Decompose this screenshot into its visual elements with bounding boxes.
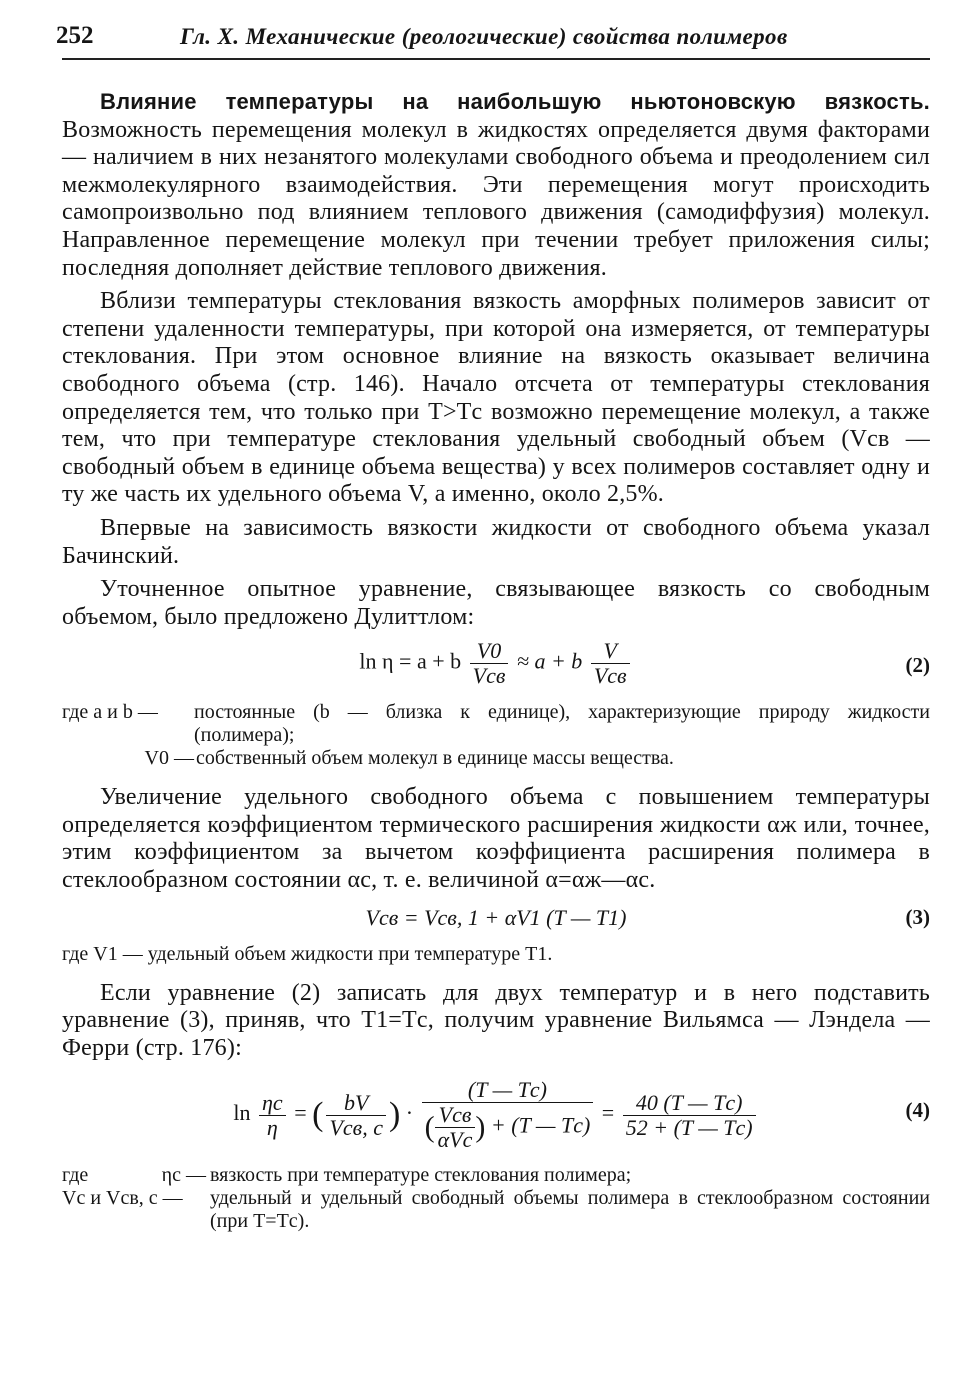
eq2-lhs: ln η = a + b <box>359 648 462 674</box>
eq4-eta-term: ηс — <box>161 1164 206 1187</box>
eq3-formula: Vсв = Vсв, 1 + αV1 (T — T1) <box>365 904 627 930</box>
eq4-p1-numerator: bV <box>343 1089 369 1115</box>
equation-4-number: (4) <box>905 1098 930 1123</box>
eq4-where-eta <box>62 1164 930 1187</box>
eq4-inner-numerator: Vсв <box>438 1102 472 1128</box>
eq4-eta-def: вязкость при температуре стеклования полимера; <box>210 1164 632 1187</box>
eq2-f1-denominator: Vсв <box>470 663 509 688</box>
eq4-rparen: ) <box>388 1096 401 1134</box>
paragraph-1-lead: Влияние температуры на наибольшую ньютоновскую вязкость. <box>100 89 930 114</box>
paragraph-1-text: Возможность перемещения молекул в жидкостях определяется двумя факторами — наличием в них незанятого молекулами свободного объема и преодолением сил межмолекулярного взаимодействия. Эти перемещения могут происходить самопроизвольно под влиянием теплового движения (самодиффузия) молекул. Направленное перемещение молекул при течении требует приложения силы; последняя дополняет действие теплового движения. <box>62 116 930 281</box>
page-header <box>56 22 930 60</box>
equation-4 <box>62 1072 930 1164</box>
paragraph-1 <box>62 88 930 282</box>
eq2-where-def: постоянные (b — близка к единице), характеризующие природу жидкости (полимера); <box>194 701 930 747</box>
equation-2 <box>62 639 930 701</box>
eq4-inner-fraction <box>435 1103 476 1152</box>
eq4-dot: · <box>405 1100 414 1126</box>
eq2-where-v0 <box>62 747 930 770</box>
eq4-f2-numerator: (T — Tс) <box>467 1077 547 1103</box>
paragraph-2: Вблизи температуры стеклования вязкость аморфных полимеров зависит от степени удаленности температуры, при которой она измеряется, от температуры стеклования. При этом основное влияние на вязкость оказывает величина свободного объема (стр. 146). Начало отсчета от температуры стеклования определяется тем, что только при T>Tс возможно перемещение молекул, а также тем, что при температуре стеклования удельный свободный объем (Vсв — свободный объем в единице объема вещества) у всех полимеров составляет одну и ту же часть их удельного объема V, а именно, около 2,5%. <box>62 288 930 508</box>
eq4-lhs-denominator: η <box>259 1115 286 1140</box>
eq4-lhs-fraction <box>259 1091 286 1140</box>
eq4-inner-denominator: αVс <box>435 1127 476 1152</box>
eq4-equals-2: = <box>601 1100 615 1126</box>
paragraph-5: Увеличение удельного свободного объема с повышением температуры определяется коэффициентом термического расширения жидкости αж или, точнее, этим коэффициентом за вычетом коэффициента расширения полимера в стеклообразном состоянии αс, т. е. величиной α=αж—αс. <box>62 784 930 894</box>
eq2-fraction-1 <box>470 639 509 688</box>
eq4-ln: ln <box>233 1100 251 1126</box>
eq4-where-v <box>62 1187 930 1233</box>
eq2-v0-def: собственный объем молекул в единице массы вещества. <box>196 747 674 770</box>
page-number: 252 <box>56 22 94 49</box>
equation-3-number: (3) <box>905 904 930 929</box>
eq2-middle: ≈ a + b <box>516 648 583 674</box>
eq2-definitions <box>62 701 930 770</box>
eq4-result-fraction <box>623 1091 756 1140</box>
eq4-f3-numerator: 40 (T — Tс) <box>635 1089 743 1115</box>
paragraph-3: Впервые на зависимость вязкости жидкости от свободного объема указал Бачинский. <box>62 514 930 569</box>
eq4-equals-1: = <box>294 1100 307 1126</box>
eq4-where-label: где <box>62 1164 89 1187</box>
eq4-f2-denominator: ( $\frac{\text{Vсв}}{\text{αVс}}$ ) + (T — Tс) <box>422 1102 594 1152</box>
eq4-f3-denominator: 52 + (T — Tс) <box>623 1115 756 1140</box>
equation-2-number: (2) <box>905 653 930 678</box>
eq4-definitions <box>62 1164 930 1233</box>
paragraph-6: Если уравнение (2) записать для двух температур и в него подставить уравнение (3), приняв, что T1=Tс, получим уравнение Вильямса — Лэндела — Ферри (стр. 176): <box>62 979 930 1061</box>
eq4-paren-fraction <box>326 1091 386 1140</box>
eq3-where: где V1 — удельный объем жидкости при температуре T1. <box>62 942 553 965</box>
eq2-f2-denominator: Vсв <box>591 663 630 688</box>
running-title: Гл. X. Механические (реологические) свойства полимеров <box>180 24 788 49</box>
eq2-where-term: где a и b — <box>62 701 158 724</box>
eq2-f2-numerator: V <box>603 638 617 664</box>
eq4-lhs-numerator: ηс <box>262 1089 283 1115</box>
equation-3 <box>62 905 930 943</box>
eq4-v-term: Vс и Vсв, с — <box>62 1187 183 1210</box>
eq4-v-def: удельный и удельный свободный объемы полимера в стеклообразном состоянии (при T=Tс). <box>210 1187 930 1233</box>
book-page <box>56 22 930 1233</box>
eq4-p1-denominator: Vсв, с <box>326 1115 386 1140</box>
eq4-lparen: ( <box>312 1096 324 1134</box>
eq2-fraction-2 <box>591 639 630 688</box>
eq2-v0-term: V0 — <box>144 747 194 770</box>
eq4-f2-denominator-b: + (T — Tс) <box>490 1112 591 1138</box>
paragraph-4: Уточненное опытное уравнение, связывающее вязкость со свободным объемом, было предложено Дулиттлом: <box>62 576 930 630</box>
eq2-where-ab <box>62 701 930 747</box>
eq4-main-fraction <box>422 1078 594 1152</box>
eq2-f1-numerator: V0 <box>476 638 502 664</box>
